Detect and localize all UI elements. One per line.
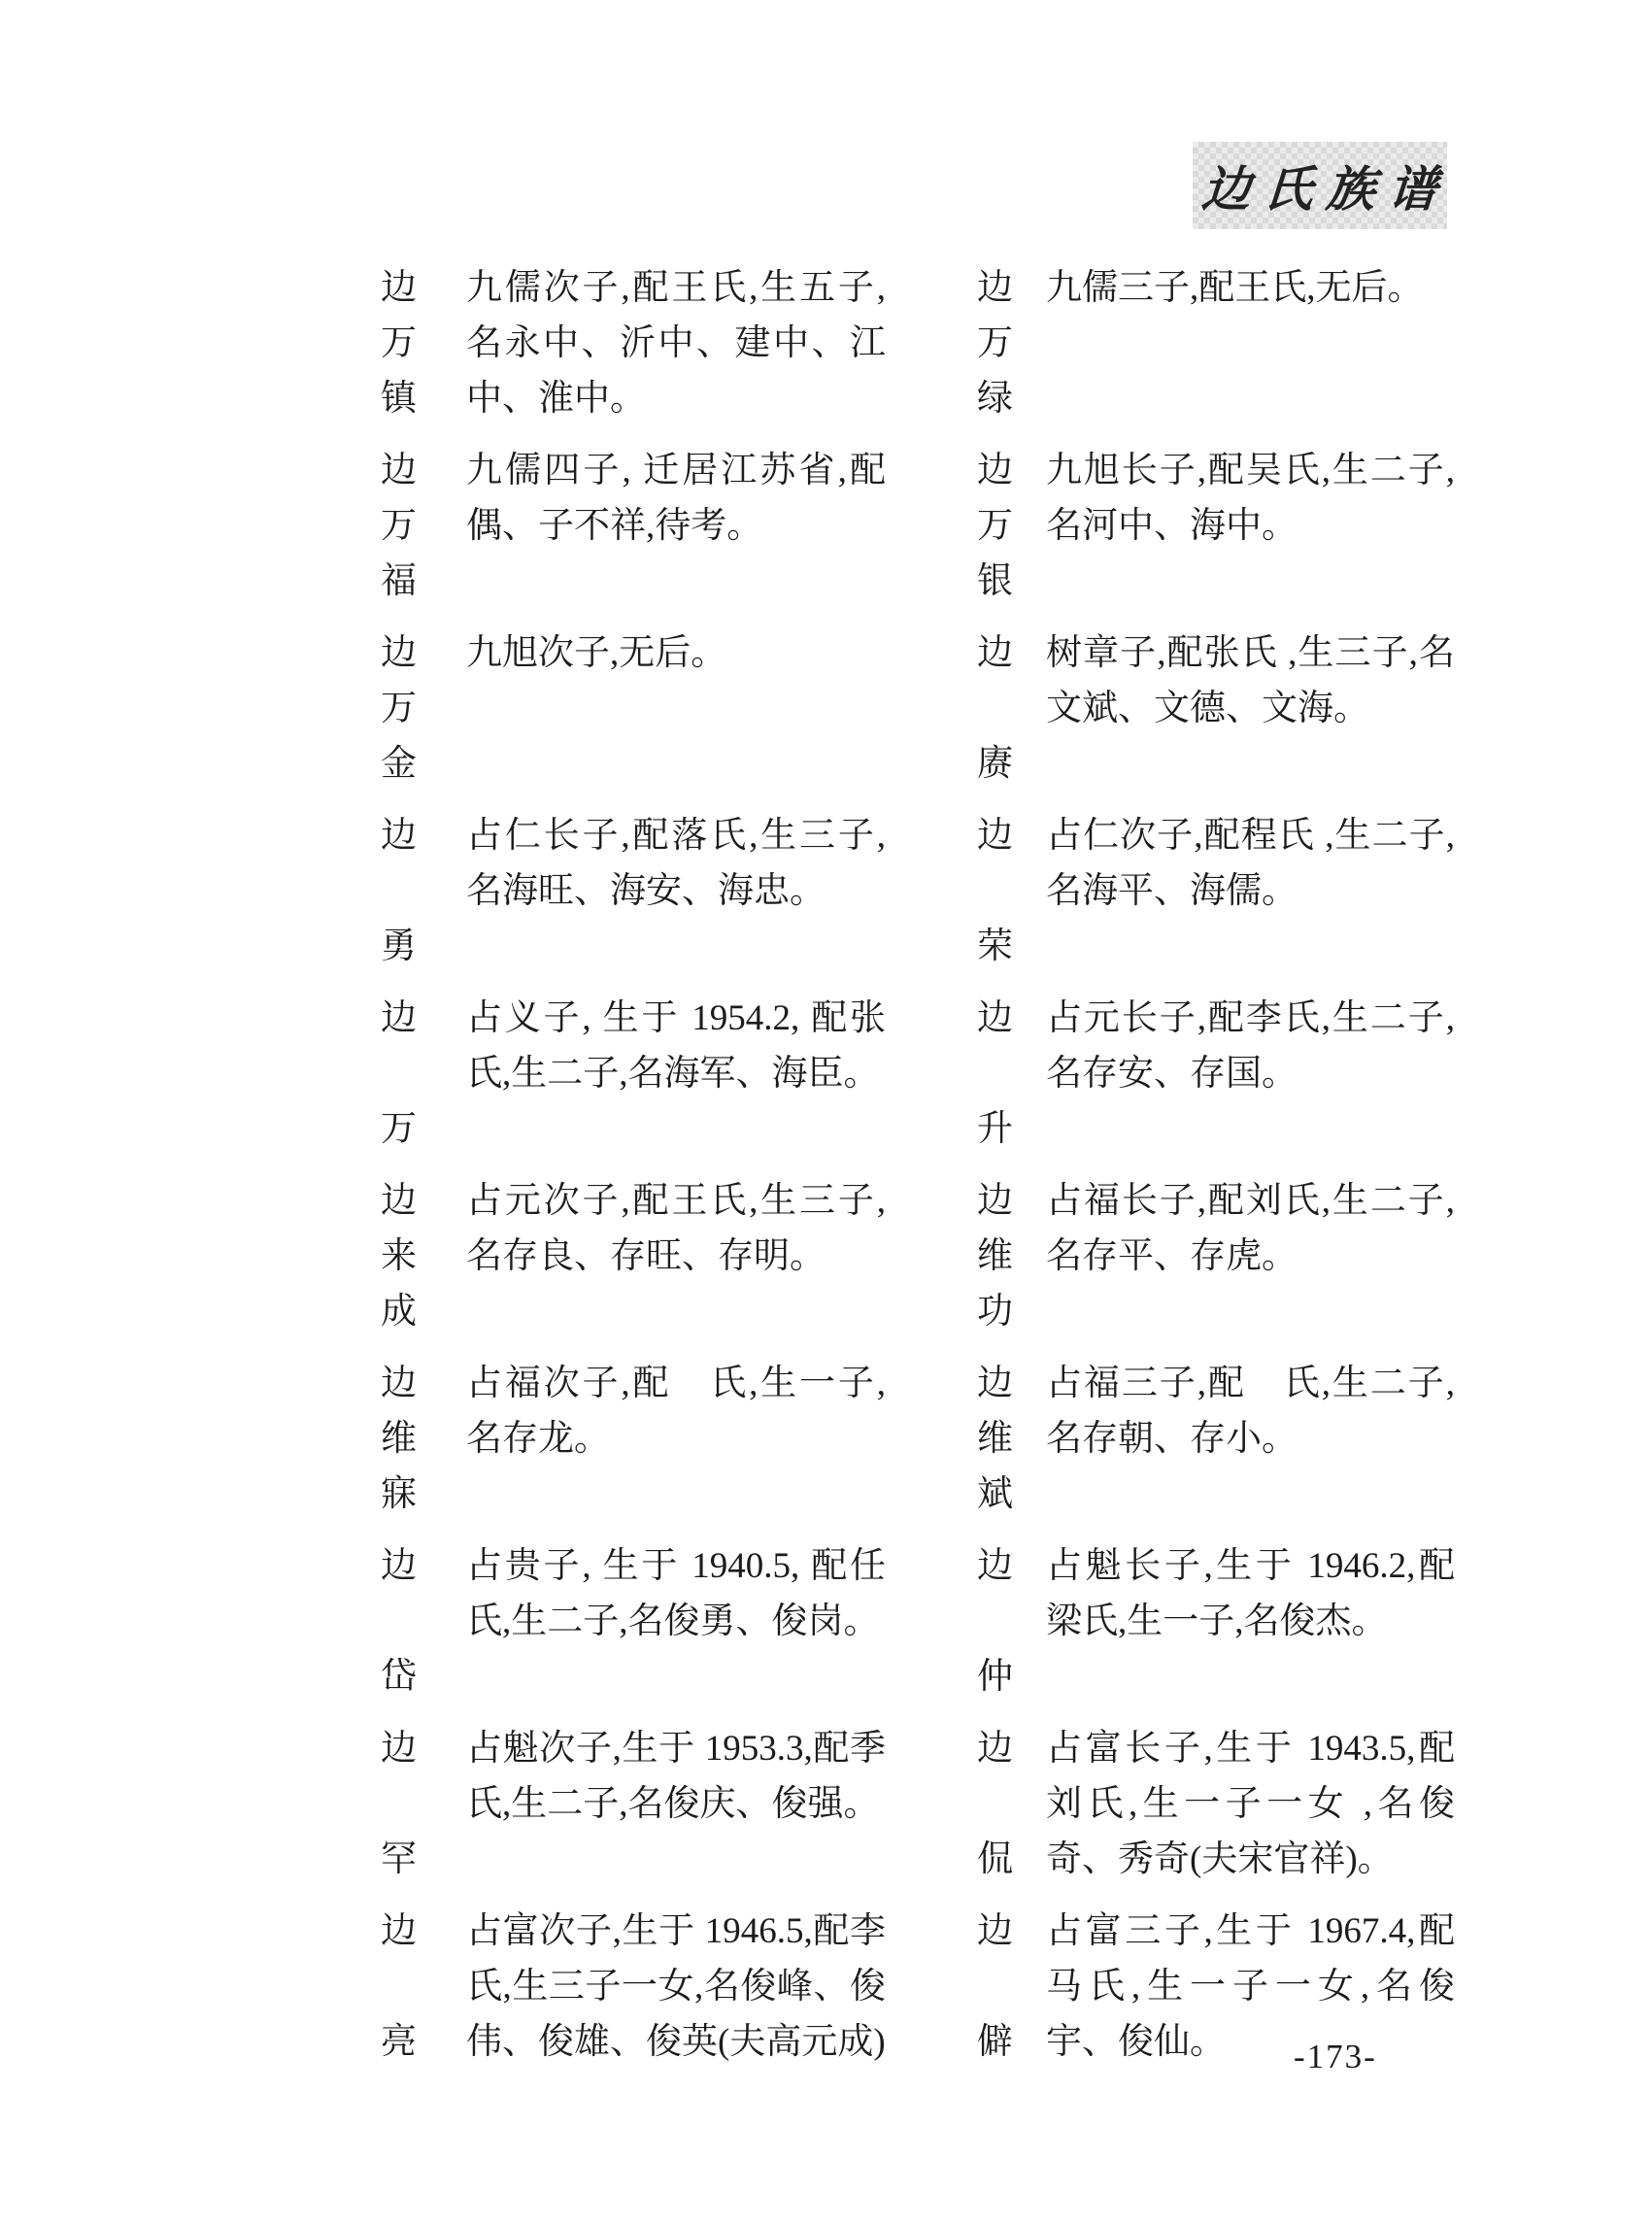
genealogy-entry [381,1538,886,1704]
person-name-char [977,1959,1024,2014]
person-record: 占魁次子,生于 1953.3,配季氏,生二子,名俊庆、俊强。 [466,1729,886,1824]
person-name-char: 边 [381,1911,417,1951]
person-name-char: 镇 [381,379,417,419]
genealogy-entry [977,1538,1455,1704]
person-name-char [977,1776,1024,1832]
person-name [381,443,427,609]
person-name-char: 边 [977,998,1013,1038]
person-name-char: 边 [977,633,1013,673]
person-record: 九儒次子,配王氏,生五子,名永中、沂中、建中、江中、淮中。 [466,268,886,419]
page-title: 边氏族谱 [1199,162,1453,217]
genealogy-entry [977,1904,1455,2070]
person-name [977,1721,1024,1887]
person-name-char: 边 [977,1181,1013,1221]
person-name [977,625,1024,792]
person-name-char: 升 [977,1109,1013,1149]
person-name-char: 边 [977,1364,1013,1403]
genealogy-entry [381,260,886,426]
person-name [381,808,427,974]
person-name-char: 赓 [977,744,1013,784]
person-record: 占贵子, 生于 1940.5, 配任氏,生二子,名俊勇、俊岗。 [466,1546,886,1641]
person-name-char: 僻 [977,2022,1013,2062]
person-name [381,991,427,1157]
person-name-char: 边 [977,1729,1013,1769]
person-name-char [381,1046,427,1101]
person-name [381,1904,427,2070]
genealogy-entry [381,991,886,1157]
genealogy-entry [381,443,886,609]
person-name [977,991,1024,1157]
genealogy-entry [381,1721,886,1887]
person-name-char: 维 [977,1236,1013,1276]
genealogy-entry [977,808,1455,974]
person-name-char [381,1959,427,2014]
person-name-char: 边 [381,1729,417,1769]
person-name [381,1173,427,1339]
person-name [381,260,427,426]
person-record: 占元次子,配王氏,生三子,名存良、存旺、存明。 [466,1181,886,1276]
person-name-char: 维 [977,1419,1013,1459]
person-record: 树章子,配张氏 ,生三子,名文斌、文德、文海。 [1046,633,1455,728]
person-name-char [977,1046,1024,1101]
person-name-char: 边 [381,1364,417,1403]
person-name [381,1538,427,1704]
page-number: -173- [1294,2038,1377,2075]
person-name-char: 罕 [381,1839,417,1879]
person-name-char: 寐 [381,1474,417,1514]
person-name-char: 万 [381,323,417,363]
genealogy-entry [381,1173,886,1339]
person-record: 占福次子,配 氏,生一子,名存龙。 [466,1364,886,1459]
genealogy-entry [977,991,1455,1157]
person-record: 占魁长子,生于 1946.2,配梁氏,生一子,名俊杰。 [1046,1546,1455,1641]
genealogy-entry [977,260,1455,426]
person-name-char: 福 [381,561,417,601]
genealogy-entry [381,1356,886,1522]
genealogy-entry [381,625,886,792]
genealogy-entry [381,1904,886,2070]
left-column [381,260,886,2086]
person-name-char: 边 [977,816,1013,856]
person-name-char: 金 [381,744,417,784]
right-column [977,260,1455,2086]
person-name-char [977,1594,1024,1649]
book-title-banner [1193,142,1453,229]
person-record: 九旭长子,配吴氏,生二子,名河中、海中。 [1046,451,1455,546]
person-name-char: 边 [381,998,417,1038]
person-record: 占义子, 生于 1954.2, 配张氏,生二子,名海军、海臣。 [466,998,886,1094]
person-record: 占仁长子,配落氏,生三子,名海旺、海安、海忠。 [466,816,886,911]
person-name [977,1356,1024,1522]
person-name-char: 边 [381,1546,417,1586]
person-name-char: 边 [977,268,1013,308]
genealogy-entry [977,1356,1455,1522]
person-name-char: 万 [381,1109,417,1149]
person-name [381,1356,427,1522]
person-name [977,1173,1024,1339]
person-name-char: 边 [381,451,417,490]
person-name [381,625,427,792]
person-name-char: 侃 [977,1839,1013,1879]
person-record: 占元长子,配李氏,生二子,名存安、存国。 [1046,998,1455,1094]
person-name [977,1538,1024,1704]
person-name [977,1904,1024,2070]
person-name-char: 边 [381,1181,417,1221]
person-name-char: 功 [977,1292,1013,1332]
person-name-char [381,1594,427,1649]
person-name-char: 荣 [977,927,1013,966]
person-name [977,443,1024,609]
person-name-char: 岱 [381,1657,417,1697]
person-record: 九儒四子, 迁居江苏省,配偶、子不祥,待考。 [466,451,886,546]
person-record: 九儒三子,配王氏,无后。 [1046,268,1424,308]
person-name-char: 边 [381,816,417,856]
person-record: 占富次子,生于 1946.5,配李氏,生三子一女,名俊峰、俊伟、俊雄、俊英(夫高元成) [466,1911,886,2062]
person-record: 占仁次子,配程氏 ,生二子,名海平、海儒。 [1046,816,1455,911]
person-name-char [381,863,427,919]
genealogy-entry [977,1721,1455,1887]
person-name-char: 银 [977,561,1013,601]
person-name-char: 维 [381,1419,417,1459]
person-name-char [381,1776,427,1832]
person-name-char: 边 [381,633,417,673]
person-name [977,808,1024,974]
person-name-char: 绿 [977,379,1013,419]
person-name-char: 亮 [381,2022,417,2062]
person-record: 占福三子,配 氏,生二子,名存朝、存小。 [1046,1364,1455,1459]
person-name-char: 边 [977,1911,1013,1951]
person-record: 占富三子,生于 1967.4,配马氏,生一子一女,名俊宇、俊仙。 [1046,1911,1455,2062]
genealogy-entry [977,1173,1455,1339]
person-name-char: 边 [977,451,1013,490]
person-name-char: 边 [977,1546,1013,1586]
person-name-char: 万 [977,506,1013,546]
person-record: 占富长子,生于 1943.5,配刘氏,生一子一女 ,名俊奇、秀奇(夫宋官祥)。 [1046,1729,1455,1879]
person-name-char: 成 [381,1292,417,1332]
person-name-char: 万 [381,689,417,728]
genealogy-entry [977,625,1455,792]
person-name-char: 万 [977,323,1013,363]
person-name-char: 来 [381,1236,417,1276]
person-name [977,260,1024,426]
genealogy-entry [977,443,1455,609]
person-name-char: 斌 [977,1474,1013,1514]
person-record: 九旭次子,无后。 [466,633,727,673]
person-name-char [977,681,1024,736]
person-name-char: 万 [381,506,417,546]
person-name-char [977,863,1024,919]
person-name-char: 边 [381,268,417,308]
person-name-char: 仲 [977,1657,1013,1697]
person-name [381,1721,427,1887]
genealogy-entry [381,808,886,974]
person-name-char: 勇 [381,927,417,966]
person-record: 占福长子,配刘氏,生二子,名存平、存虎。 [1046,1181,1455,1276]
